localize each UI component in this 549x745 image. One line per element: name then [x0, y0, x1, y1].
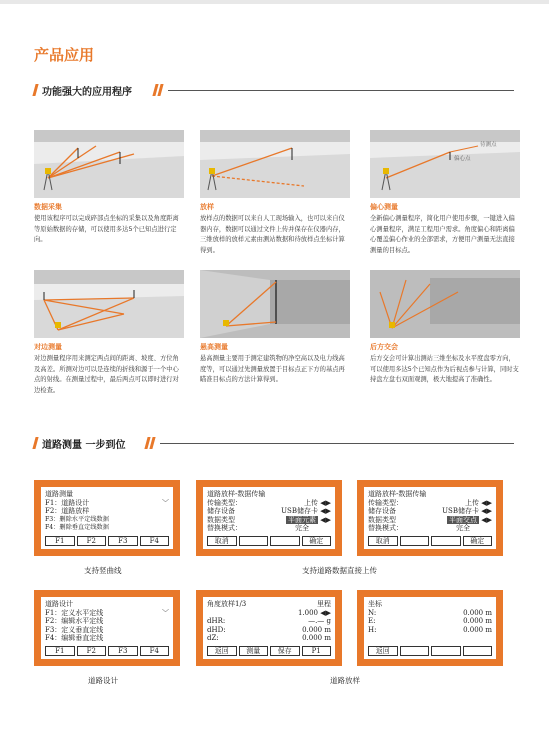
softkey-blank[interactable] — [400, 536, 430, 546]
field-label: dZ: — [207, 634, 219, 642]
field-label: dHR: — [207, 617, 226, 625]
softkey-ok[interactable]: 确定 — [463, 536, 493, 546]
softkey-cancel[interactable]: 取消 — [368, 536, 398, 546]
field-value-selected[interactable]: 平面交点 — [449, 515, 477, 524]
caption-road-design: 道路设计 — [88, 676, 118, 685]
field-value[interactable]: USB储存卡 — [442, 507, 479, 515]
field-value: 0.000 m — [302, 634, 331, 642]
softkey-back[interactable]: 返回 — [368, 646, 398, 656]
menu-item[interactable]: F1：定义水平定线 — [45, 608, 104, 617]
offset-point-label: 偏心点 — [454, 156, 471, 162]
field-label: 替换模式： — [207, 524, 242, 532]
menu-item[interactable]: F4：删除垂直定线数据 — [45, 524, 109, 531]
field-label: N: — [368, 608, 377, 617]
chevron-down-icon: ﹀ — [162, 498, 169, 507]
field-label: dHD: — [207, 625, 226, 634]
section-marker — [32, 84, 38, 96]
lcd-screen-angle-stakeout — [196, 590, 342, 666]
softkey-ok[interactable]: 确定 — [302, 536, 332, 546]
menu-item[interactable]: F4：编辑垂直定线 — [45, 634, 104, 642]
softkey-measure[interactable]: 测量 — [239, 646, 269, 656]
app-illustration — [370, 270, 520, 338]
softkey-f1[interactable]: F1 — [45, 536, 75, 546]
app-card-resection — [370, 270, 520, 386]
lcd-screen-data-transfer-1 — [196, 480, 342, 556]
caption-upload: 支持道路数据直接上传 — [302, 566, 377, 575]
section-title: 功能强大的应用程序 — [42, 87, 132, 98]
app-description: 放样点的数据可以来自人工现场输入，也可以来自仪器内存，数据可以通过文件上传并保存在仪器内存，三维放样的放样元素由测站数据和待放样点坐标计算得到。 — [200, 215, 345, 254]
softkey-f2[interactable]: F2 — [77, 536, 107, 546]
app-description: 悬高测量主要用于测定建筑物的净空高以及电力线高度等，可以通过先测量放置于目标点正下方的基点再瞄准目标点的方法计算得到。 — [200, 355, 345, 383]
screen-title: 角度放样1/3 — [207, 600, 247, 608]
lcd-screen-road-design — [34, 590, 180, 666]
app-title: 后方交会 — [370, 343, 398, 351]
screen-title: 坐标 — [368, 600, 382, 608]
app-description: 后方交会可计算出测站三维坐标及水平度盘零方向，可以使用多达5个已知点作为后视点参与计算，同时支持盘左盘右双面观测，极大地提高了准确性。 — [370, 355, 519, 383]
field-label: 数据类型 — [368, 515, 396, 524]
menu-item[interactable]: F3：删除水平定线数据 — [45, 515, 109, 523]
app-illustration — [200, 270, 350, 338]
app-illustration — [370, 130, 520, 198]
app-illustration — [34, 270, 184, 338]
menu-item[interactable]: F3：定义垂直定线 — [45, 625, 104, 634]
field-value: 0.000 m — [463, 608, 492, 617]
field-label: 传输类型： — [368, 498, 403, 507]
screen-title: 道路测量 — [45, 490, 73, 498]
softkey-f4[interactable]: F4 — [140, 646, 170, 656]
app-description: 使用该程序可以完成碎部点坐标的采集以及角度距离等原始数据的存储，可以使用多达5个已知点进行定向。 — [34, 215, 179, 243]
app-card-offset — [370, 130, 520, 256]
toggle-arrows-icon[interactable]: ◀▶ — [479, 498, 492, 507]
section-marker — [157, 84, 163, 96]
softkey-page[interactable]: P1 — [302, 646, 332, 656]
field-label: 传输类型： — [207, 498, 242, 507]
section-divider — [160, 443, 514, 444]
softkey-f3[interactable]: F3 — [108, 536, 138, 546]
screen-title: 道路放样-数据传输 — [207, 490, 266, 498]
softkey-blank[interactable] — [431, 536, 461, 546]
section-title: 道路测量 一步到位 — [42, 440, 126, 451]
field-label: H: — [368, 625, 377, 634]
app-card-missing-line — [34, 270, 184, 396]
menu-item[interactable]: F2：编辑水平定线 — [45, 617, 104, 625]
field-value[interactable]: USB储存卡 — [281, 507, 318, 515]
lcd-screen-data-transfer-2 — [357, 480, 503, 556]
toggle-arrows-icon[interactable]: ◀▶ — [318, 507, 331, 515]
chevron-down-icon: ﹀ — [162, 608, 169, 617]
softkey-blank[interactable] — [400, 646, 430, 656]
chainage-label: 里程 — [317, 600, 331, 608]
toggle-arrows-icon[interactable]: ◀▶ — [479, 515, 492, 524]
screen-title: 道路放样-数据传输 — [368, 490, 427, 498]
field-value[interactable]: 上传 — [465, 498, 479, 507]
softkey-blank[interactable] — [239, 536, 269, 546]
app-card-remote-height — [200, 270, 350, 386]
toggle-arrows-icon[interactable]: ◀▶ — [318, 515, 331, 524]
softkey-f2[interactable]: F2 — [77, 646, 107, 656]
softkey-blank[interactable] — [463, 646, 493, 656]
page-title: 产品应用 — [34, 46, 95, 64]
section-header-apps — [34, 84, 514, 100]
field-value: 0.000 m — [302, 625, 331, 634]
lcd-screen-coordinates — [357, 590, 503, 666]
app-title: 放样 — [200, 203, 214, 211]
toggle-arrows-icon[interactable]: ◀▶ — [479, 507, 492, 515]
chainage-value[interactable]: 1.000 — [297, 608, 318, 617]
app-title: 数据采集 — [34, 203, 62, 211]
field-label: E: — [368, 617, 376, 625]
screen-title: 道路设计 — [45, 600, 73, 608]
field-label: 储存设备 — [207, 507, 235, 515]
field-value[interactable]: 上传 — [304, 498, 318, 507]
field-label: 数据类型 — [207, 515, 235, 524]
menu-item[interactable]: F2：道路放样 — [45, 507, 90, 515]
app-description: 对边测量程序用来测定两点间的距离、坡度、方位角及高差。所测对边可以是连续的折线和源于一个中心点的射线。在测量过程中，最后两点可以即时进行对边检查。 — [34, 355, 179, 394]
field-label: 替换模式： — [368, 524, 403, 532]
app-title: 偏心测量 — [370, 203, 398, 211]
menu-item[interactable]: F1：道路设计 — [45, 498, 90, 507]
section-marker — [32, 437, 38, 449]
field-value[interactable]: 完全 — [456, 524, 470, 532]
app-illustration — [34, 130, 184, 198]
section-header-road — [34, 437, 514, 453]
softkey-save[interactable]: 保存 — [270, 646, 300, 656]
field-value: 0.000 m — [463, 625, 492, 634]
top-bar — [0, 0, 549, 4]
field-value: —.— g — [308, 617, 331, 625]
app-title: 悬高测量 — [200, 343, 228, 351]
toggle-arrows-icon[interactable]: ◀▶ — [318, 608, 331, 617]
softkey-back[interactable]: 返回 — [207, 646, 237, 656]
softkey-blank[interactable] — [270, 536, 300, 546]
app-card-stakeout — [200, 130, 350, 256]
app-title: 对边测量 — [34, 343, 62, 351]
field-value[interactable]: 完全 — [295, 524, 309, 532]
softkey-f4[interactable]: F4 — [140, 536, 170, 546]
lcd-screen-road-menu — [34, 480, 180, 556]
softkey-cancel[interactable]: 取消 — [207, 536, 237, 546]
softkey-f3[interactable]: F3 — [108, 646, 138, 656]
softkey-blank[interactable] — [431, 646, 461, 656]
target-point-label: 待测点 — [480, 142, 497, 148]
field-value-selected[interactable]: 平面元素 — [288, 515, 316, 524]
field-value: 0.000 m — [463, 617, 492, 625]
caption-road-stakeout: 道路放样 — [330, 676, 360, 685]
section-divider — [168, 90, 514, 91]
caption-vertical-curve: 支持竖曲线 — [84, 566, 122, 575]
app-card-data-collection — [34, 130, 184, 246]
field-label: 储存设备 — [368, 507, 396, 515]
section-marker — [149, 437, 155, 449]
softkey-f1[interactable]: F1 — [45, 646, 75, 656]
toggle-arrows-icon[interactable]: ◀▶ — [318, 498, 331, 507]
app-description: 全新偏心测量程序，简化用户使用步骤，一键进入偏心测量程序，满足工程用户需求。角度偏心和距离偏心覆盖偏心作业的全部需求，方便用户测量无法直接测量的目标点。 — [370, 215, 515, 254]
app-illustration — [200, 130, 350, 198]
